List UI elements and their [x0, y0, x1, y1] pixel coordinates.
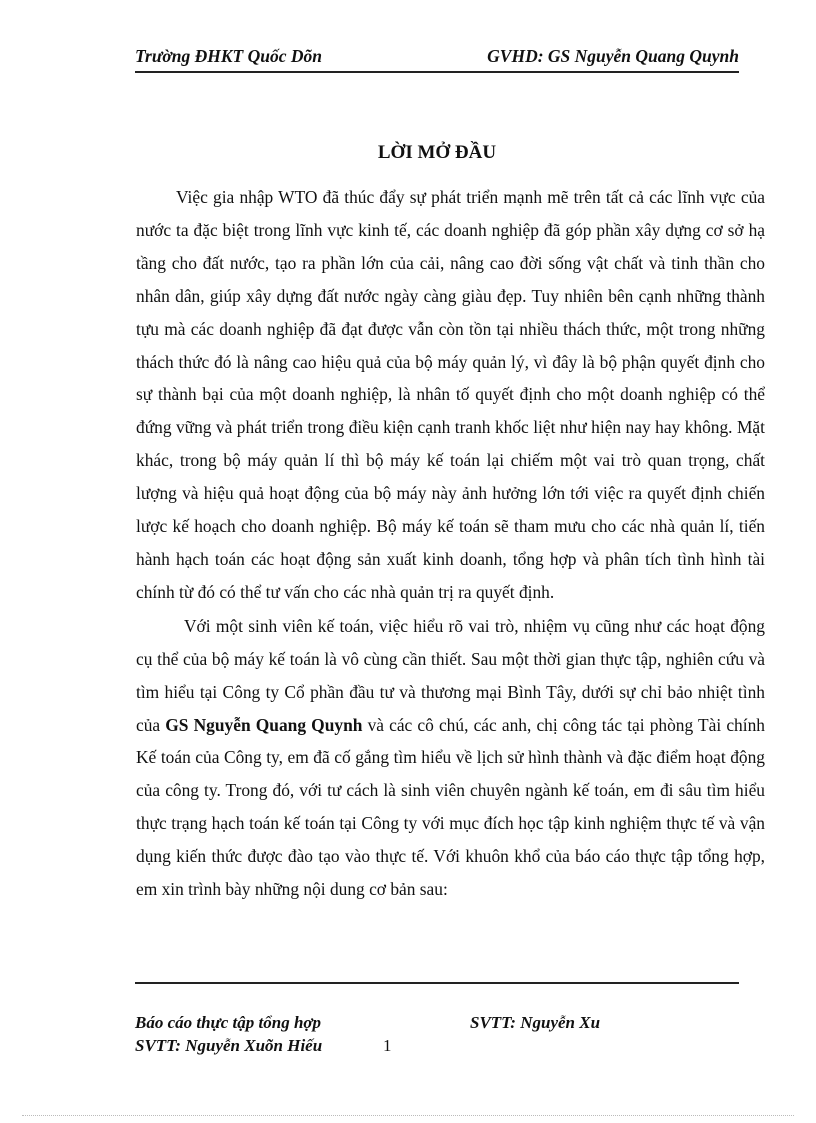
footer-divider	[135, 982, 739, 984]
paragraph-2-start: Với một sinh viên kế toán, việc hiểu rõ vai trò, nhiệm vụ cũng như các hoạt động cụ thể của bộ máy kế toán là vô cùng cần thiết. Sau một thời gian thực tập, nghiên cứu và tìm hiểu tại Công ty Cổ phần đầu tư và thương mại Bình Tây, dưới sự chỉ bảo nhiệt tình của	[136, 615, 765, 735]
paragraph-1: Việc gia nhập WTO đã thúc đẩy sự phát triển mạnh mẽ trên tất cả các lĩnh vực của nước ta đặc biệt trong lĩnh vực kinh tế, các doanh nghiệp đã góp phần xây dựng cơ sở hạ tầng cho đất nước, tạo ra phần lớn của cải, nâng cao đời sống vật chất và tinh thần cho nhân dân, giúp xây dựng đất nước ngày càng giàu đẹp. Tuy nhiên bên cạnh những thành tựu mà các doanh nghiệp đã đạt được vẫn còn tồn tại nhiều thách thức, một trong những thách thức đó là nâng cao hiệu quả của bộ máy quản lý, vì đây là bộ phận quyết định cho sự thành bại của một doanh nghiệp, là nhân tố quyết định cho một doanh nghiệp có thể đứng vững và phát triển trong điều kiện cạnh tranh khốc liệt như hiện nay hay không. Mặt khác, trong bộ máy quản lí thì bộ máy kế toán lại chiếm một vai trò quan trọng, chất lượng và hiệu quả hoạt động của bộ máy này ảnh hưởng lớn tới việc ra quyết định chiến lược kế hoạch cho doanh nghiệp. Bộ máy kế toán sẽ tham mưu cho các nhà quản lí, tiến hành hạch toán các hoạt động sản xuất kinh doanh, tổng hợp và phân tích tình hình tài chính từ đó có thể tư vấn cho các nhà quản trị ra quyết định.	[136, 187, 765, 602]
paragraph-2-end: và các cô chú, các anh, chị công tác tại phòng Tài chính Kế toán của Công ty, em đã cố gắng tìm hiểu về lịch sử hình thành và đặc điểm hoạt động của công ty. Trong đó, với tư cách là sinh viên chuyên ngành kế toán, em đi sâu tìm hiểu thực trạng hạch toán kế toán tại Công ty với mục đích học tập kinh nghiệm thực tế và vận dụng kiến thức được đào tạo vào thực tế. Với khuôn khổ của báo cáo thực tập tổng hợp, em xin trình bày những nội dung cơ bản sau:	[136, 714, 765, 900]
page-number: 1	[383, 1036, 392, 1055]
paragraph-2	[136, 610, 765, 906]
footer-report-title: Báo cáo thực tập tổng hợp	[135, 1013, 322, 1032]
header-supervisor: GVHD: GS Nguyễn Quang Quynh	[487, 46, 739, 66]
header-divider	[135, 71, 739, 73]
header-school: Trường ĐHKT Quốc Dõn	[135, 46, 322, 66]
page-edge-dotted-line	[22, 1115, 794, 1116]
page-footer	[135, 1013, 739, 1063]
document-body	[136, 181, 765, 906]
page-title: LỜI MỞ ĐẦU	[377, 142, 497, 163]
footer-student-top: SVTT: Nguyễn Xu	[470, 1013, 601, 1032]
footer-student-bottom: SVTT: Nguyễn Xuõn Hiếu	[135, 1036, 323, 1055]
supervisor-name: GS Nguyễn Quang Quynh	[165, 714, 363, 735]
page-header	[135, 46, 739, 74]
